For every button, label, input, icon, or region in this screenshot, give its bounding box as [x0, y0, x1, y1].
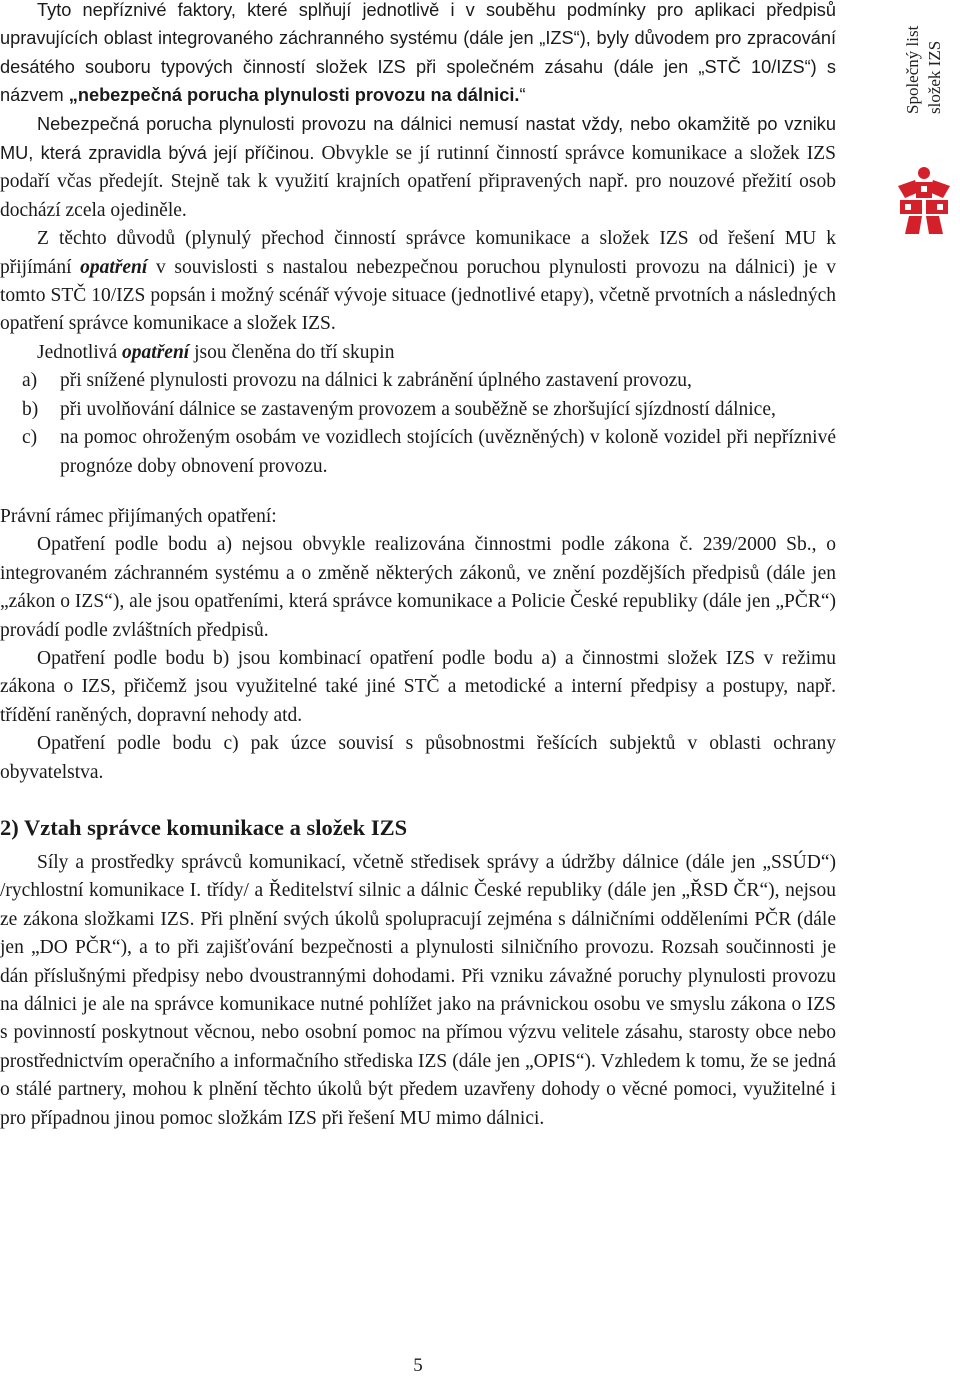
- reasons-text-2: v souvislosti s nastalou nebezpečnou poruchou plynulosti provozu na dálnici) je v tomto STČ 10/IZS popsán i možný scénář vývoje situace (jednotlivé etapy), včetně prvotních a následných opatření správce komunikace a složek IZS.: [0, 256, 836, 335]
- izs-logo-svg: [895, 166, 953, 236]
- legal-paragraph: Opatření podle bodu c) pak úzce souvisí s působnostmi řešících subjektů v oblasti ochrany obyvatelstva.: [0, 733, 836, 783]
- paragraph-occurrence-text: Obvykle se jí rutinní činností správce komunikace a složek IZS podaří včas předejít. Stejně tak k využití krajních opatření připravených např. pro nouzové přežití osob dochází zcela ojediněle.: [0, 143, 836, 221]
- paragraph-reasons: [0, 225, 836, 339]
- document-title-quote: „nebezpečná porucha plynulosti provozu na dálnici.: [68, 85, 520, 106]
- intro-text: Tyto nepříznivé faktory, které splňují jednotlivě i v souběhu podmínky pro aplikaci předpisů upravujících oblast integrovaného záchranného systému (dále jen „IZS“), byly důvodem pro zpracování desátého souboru typových činností složek IZS při společném zásahu (dále jen „STČ 10/IZS“) s názvem: [0, 0, 836, 106]
- section-heading: 2) Vztah správce komunikace a složek IZS: [0, 814, 408, 840]
- reasons-text-1: Z těchto důvodů (plynulý přechod činností správce komunikace a složek IZS od řešení MU k přijímání: [0, 228, 836, 278]
- section-paragraph: Síly a prostředky správců komunikací, včetně středisek správy a údržby dálnice (dále jen „SSÚD“) /rychlostní komunikace I. třídy/ a Ředitelství silnic a dálnic České republiky (dále jen „ŘSD ČR“), nejsou ze zákona složkami IZS. Při plnění svých úkolů spolupracují zejména s dálničními odděleními PČR (dále jen „DO PČR“), a to při zajišťování bezpečnosti a plynulosti silničního provozu. Rozsah součinnosti je dán příslušnými předpisy nebo dvoustrannými dohodami. Při vzniku závažné poruchy plynulosti provozu na dálnici je ale na správce komunikace nutné pohlížet jako na právnickou osobu ve smyslu zákona o IZS s povinností poskytnout věcnou, nebo osobní pomoc na přímou výzvu velitele zásahu, starosty obce nebo prostřednictvím operačního a informačního střediska IZS (dále jen „OPIS“). Vzhledem k tomu, že se jedná o stálé partnery, mohou k plnění těchto úkolů být předem uzavřeny dohody o věcné pomoci, využitelné i pro případnou jinou pomoc složkám IZS při řešení MU mimo dálnici.: [0, 851, 836, 1129]
- groups-text-2: jsou členěna do tří skupin: [189, 341, 395, 363]
- groups-emphasis: opatření: [122, 341, 190, 363]
- sidebar-label-svg: [898, 6, 950, 116]
- sidebar-line-2: složek IZS: [925, 40, 944, 114]
- list-marker: a): [22, 370, 38, 392]
- legal-paragraph: Opatření podle bodu b) jsou kombinací opatření podle bodu a) a činnostmi složek IZS v režimu zákona o IZS, přičemž jsou využitelné také jiné STČ a metodické a interní předpisy a postupy, např. třídění raněných, dopravní nehody atd.: [0, 647, 836, 726]
- sidebar-label: [898, 6, 950, 116]
- izs-logo-icon: [895, 166, 953, 241]
- legal-paragraph: Opatření podle bodu a) nejsou obvykle realizována činnostmi podle zákona č. 239/2000 Sb., o integrovaném záchranném systému a o změně některých zákonů, ve znění pozdějších předpisů (dále jen „zákon o IZS“), ale jsou opatřeními, která správce komunikace a Policie České republiky (dále jen „PČR“) provádí podle zvláštních předpisů.: [0, 534, 836, 641]
- sidebar-line-1: Společný list: [903, 25, 922, 114]
- reasons-emphasis: opatření: [80, 256, 148, 278]
- paragraph-groups: [0, 339, 836, 367]
- list-item: [0, 367, 836, 395]
- list-item-text: na pomoc ohroženým osobám ve vozidlech stojících (uvězněných) v koloně vozidel při nepříznivé prognóze doby obnovení provozu.: [60, 427, 836, 477]
- quote-close: “: [519, 85, 526, 106]
- list-marker: c): [22, 427, 38, 449]
- legal-framework-heading: Právní rámec přijímaných opatření:: [0, 505, 277, 527]
- list-item: [0, 396, 836, 424]
- groups-text-1: Jednotlivá: [37, 341, 123, 363]
- paragraph-occurrence: [0, 110, 836, 226]
- list-item-text: při snížené plynulosti provozu na dálnici k zabránění úplného zastavení provozu,: [60, 370, 692, 392]
- page-number: 5: [413, 1355, 423, 1376]
- intro-paragraph: [0, 0, 836, 110]
- measure-groups-list: [0, 367, 836, 481]
- list-marker: b): [22, 398, 39, 420]
- list-item: [0, 424, 836, 481]
- paragraph-occurrence-sans: Nebezpečná porucha plynulosti provozu na dálnici nemusí nastat vždy, nebo okamžitě po vzniku MU, která zpravidla bývá její příčinou.: [0, 113, 836, 164]
- list-item-text: při uvolňování dálnice se zastaveným provozem a souběžně se zhoršující sjízdností dálnice,: [60, 398, 776, 420]
